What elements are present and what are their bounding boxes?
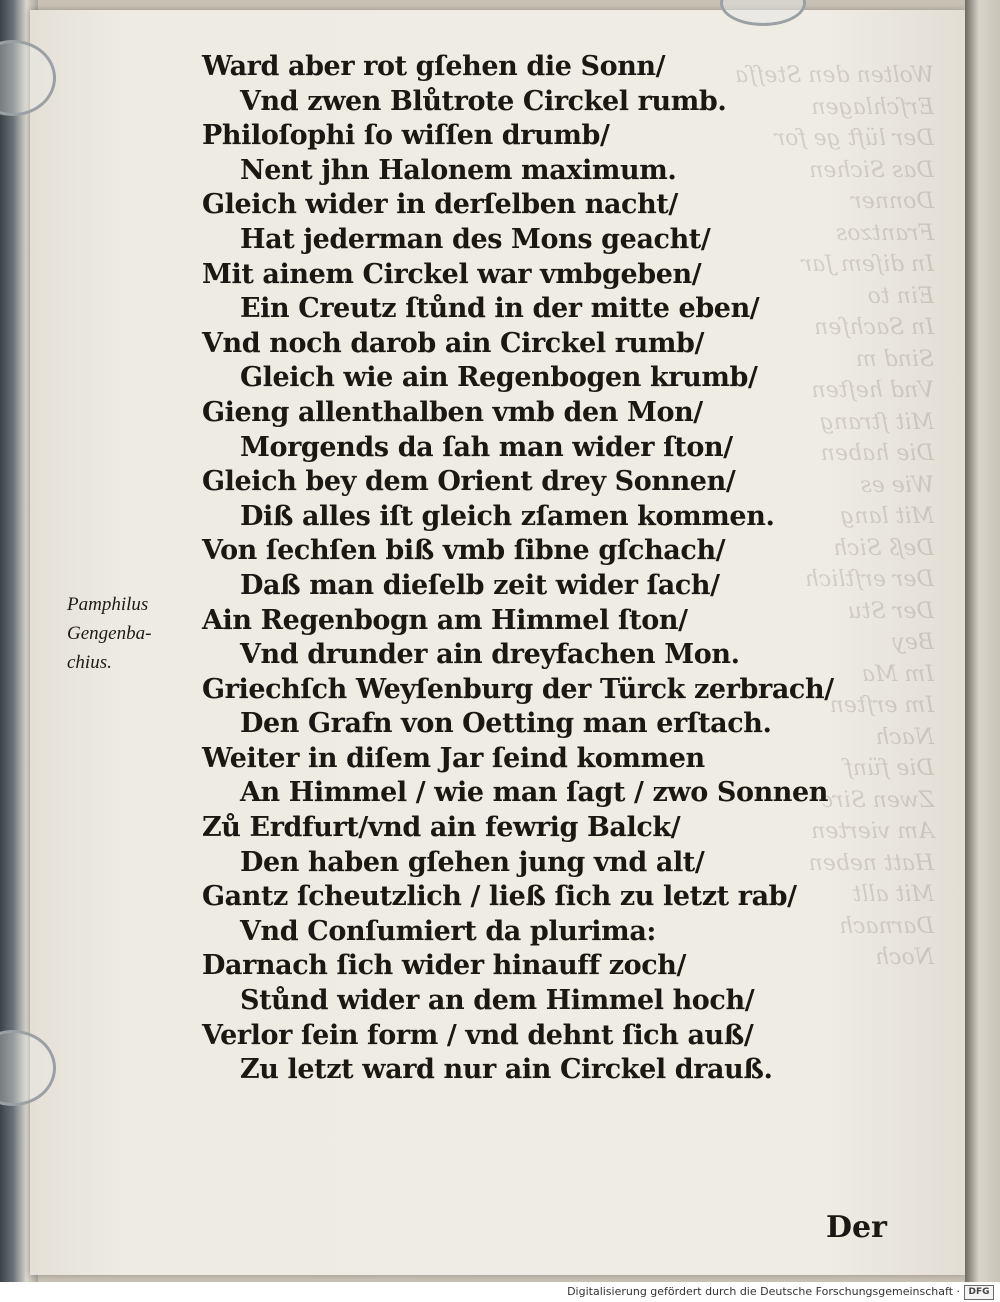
verse-line: Gleich wider in derſelben nacht/: [202, 189, 678, 221]
verse-line: Gantz ſcheutzlich / ließ ſich zu letzt rab/: [202, 881, 797, 913]
verse-line: Ward aber rot gſehen die Sonn/: [202, 51, 666, 82]
facing-page-edge: [965, 0, 1000, 1282]
verse-line: An Himmel / wie man ſagt / zwo Sonnen: [240, 777, 829, 809]
verse-line: Vnd drunder ain dreyfachen Mon.: [240, 639, 740, 671]
verse-line: Philoſophi ſo wiſſen drumb/: [202, 120, 610, 152]
catchword: Der: [826, 1210, 887, 1245]
verse-line: Nent jhn Halonem maximum.: [240, 154, 677, 186]
verse-line: Vnd noch darob ain Circkel rumb/: [202, 327, 704, 359]
marginal-note-line: Pamphilus: [67, 594, 149, 615]
verse-line: Zu letzt ward nur ain Circkel drauß.: [240, 1054, 773, 1086]
verse-line: Zů Erdfurt/vnd ain fewrig Balck/: [202, 812, 681, 844]
marginal-note: [67, 590, 187, 677]
verse-line: Gleich bey dem Orient drey Sonnen/: [202, 466, 736, 498]
verse-line: Diß alles iſt gleich zſamen kommen.: [240, 500, 775, 532]
verse-line: Mit ainem Circkel war vmbgeben/: [202, 258, 702, 290]
footer-credit-text: Digitalisierung gefördert durch die Deutsche Forschungsgemeinschaft ·: [567, 1285, 960, 1298]
verse-line: Stůnd wider an dem Himmel hoch/: [240, 985, 755, 1017]
verse-line: Den Grafn von Oetting man erſtach.: [240, 708, 772, 740]
verse-line: Morgends da ſah man wider ſton/: [240, 431, 733, 463]
show-through-text: Wolten den Steſſa Erſchlagen Der lüft ge for Das Sichen Donner Frantzos In diſem Jar Ein to In Sachſen Sind m Vnd heſten Mit ſtrang Die haben Wie es Mit lang Deß Sich Der erſtlich Der Stu Bey Im Ma Im erſten Nach Die fünf Zwen Sirc Am vierten Hatt neben Mit allt Darnach Noch: [734, 63, 934, 970]
marginal-note-line: chius.: [67, 652, 112, 673]
verse-line: Weiter in diſem Jar ſeind kommen: [202, 742, 705, 774]
verse-line: Gleich wie ain Regenbogen krumb/: [240, 362, 758, 394]
verse-line: Ain Regenbogn am Himmel ſton/: [202, 604, 688, 636]
verse-line: Griechſch Weyſenburg der Türck zerbrach/: [202, 673, 834, 705]
verse-line: Hat jederman des Mons geacht/: [240, 223, 711, 255]
verse-line: Ein Creutz ſtůnd in der mitte eben/: [240, 293, 760, 325]
verse-line: Gieng allenthalben vmb den Mon/: [202, 396, 703, 428]
verse-line: Daß man dieſelb zeit wider ſach/: [240, 569, 720, 601]
verse-text: [202, 50, 902, 1088]
verse-line: Von ſechſen biß vmb ſibne gſchach/: [202, 535, 726, 567]
verse-line: Verlor ſein form / vnd dehnt ſich auß/: [202, 1019, 754, 1051]
verse-line: Vnd zwen Blůtrote Circkel rumb.: [240, 85, 727, 117]
dfg-logo-icon: DFG: [964, 1285, 994, 1300]
marginal-note-line: Gengenba-: [67, 623, 152, 644]
footer-credit-bar: [0, 1282, 1000, 1302]
verse-line: Darnach ſich wider hinauff zoch/: [202, 950, 686, 982]
verse-line: Vnd Conſumiert da plurima:: [240, 915, 656, 947]
verse-line: Den haben gſehen jung vnd alt/: [240, 846, 705, 878]
